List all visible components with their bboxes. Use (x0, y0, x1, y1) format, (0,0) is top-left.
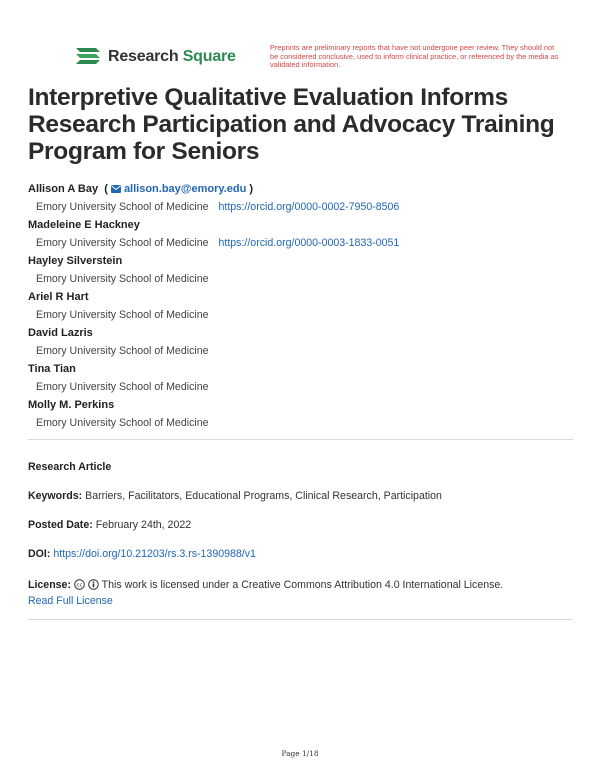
posted-value: February 24th, 2022 (95, 519, 192, 531)
research-square-logo-icon (74, 46, 102, 68)
license (28, 577, 573, 609)
brand-research: Research (108, 48, 179, 65)
author-affiliation: Emory University School of Medicine (36, 345, 209, 357)
author-name: Ariel R Hart (28, 291, 89, 303)
author-name: Allison A Bay ( allison.bay@emory.edu ) (28, 183, 254, 195)
orcid-link[interactable]: https://orcid.org/0000-0003-1833-0051 (218, 237, 400, 249)
paper-title: Interpretive Qualitative Evaluation Informs Research Participation and Advocacy Training Program for Seniors (28, 84, 555, 165)
research-square-logo[interactable] (74, 46, 236, 68)
doi-link[interactable]: https://doi.org/10.21203/rs.3.rs-1390988/v1 (53, 548, 256, 560)
doi (28, 546, 573, 562)
page-number: Page 1/18 (281, 749, 319, 758)
author-affiliation: Emory University School of Medicine https://orcid.org/0000-0003-1833-0051 (36, 237, 400, 249)
keywords (28, 488, 573, 504)
read-full-license-link[interactable]: Read Full License (28, 595, 113, 607)
logo-text (108, 48, 236, 66)
author-email[interactable]: allison.bay@emory.edu (111, 183, 246, 195)
author-affiliation: Emory University School of Medicine (36, 417, 209, 429)
author-name: David Lazris (28, 327, 93, 339)
license-label: License: (28, 579, 71, 591)
keywords-value: Barriers, Facilitators, Educational Programs, Clinical Research, Participation (85, 490, 442, 502)
creative-commons-icon (74, 579, 85, 590)
posted-label: Posted Date: (28, 519, 93, 531)
preprint-disclaimer: Preprints are preliminary reports that have not undergone peer review. They should not be considered conclusive, used to inform clinical practice, or referenced by the media as validated information. (270, 43, 559, 70)
author-affiliation: Emory University School of Medicine (36, 309, 209, 321)
divider (28, 619, 573, 620)
author-affiliation: Emory University School of Medicine (36, 381, 209, 393)
keywords-label: Keywords: (28, 490, 83, 502)
author-name: Molly M. Perkins (28, 399, 115, 411)
author-affiliation: Emory University School of Medicine https://orcid.org/0000-0002-7950-8506 (36, 201, 400, 213)
article-type: Research Article (28, 461, 112, 473)
divider (28, 439, 573, 440)
author-list (28, 180, 573, 432)
posted-date (28, 517, 573, 533)
author-name: Hayley Silverstein (28, 255, 123, 267)
author-affiliation: Emory University School of Medicine (36, 273, 209, 285)
doi-label: DOI: (28, 548, 51, 560)
attribution-icon (88, 579, 99, 590)
envelope-icon (111, 185, 121, 193)
svg-text:cc: cc (76, 582, 83, 589)
header (74, 43, 559, 74)
author-name: Tina Tian (28, 363, 76, 375)
orcid-link[interactable]: https://orcid.org/0000-0002-7950-8506 (218, 201, 400, 213)
brand-square: Square (182, 48, 236, 65)
license-text: This work is licensed under a Creative Commons Attribution 4.0 International License. (101, 579, 504, 591)
author-name: Madeleine E Hackney (28, 219, 140, 231)
